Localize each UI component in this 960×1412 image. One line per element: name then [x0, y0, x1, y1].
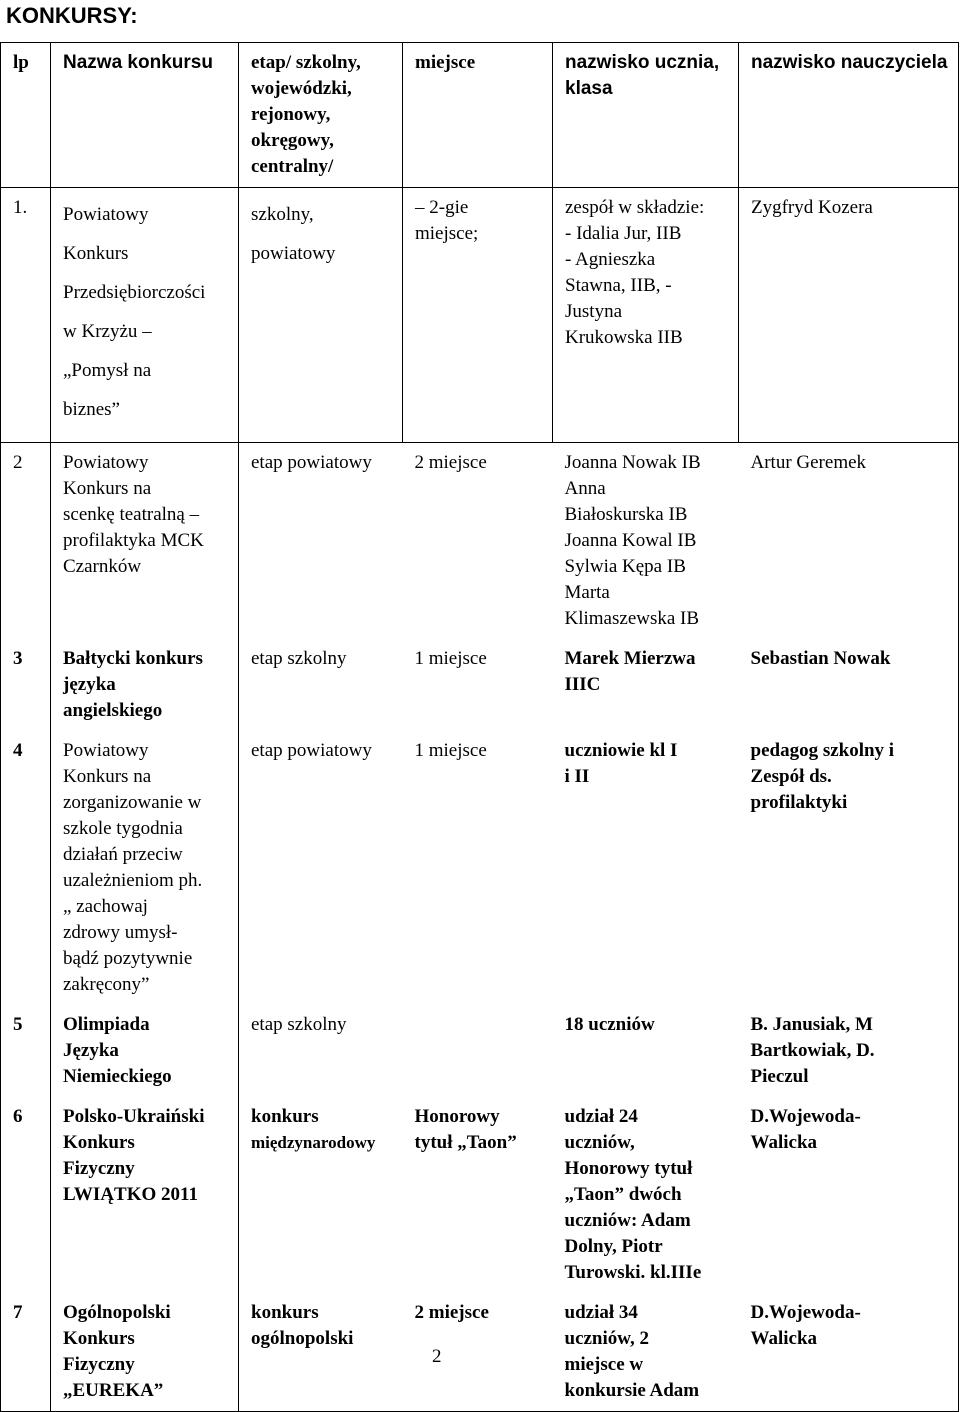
teacher-name: B. Janusiak, M Bartkowiak, D. Pieczul: [739, 1005, 959, 1097]
contest-stage: konkurs ogólnopolski: [239, 1293, 403, 1412]
contest-name: Powiatowy Konkurs na zorganizowanie w szkole tygodnia działań przeciw uzależnieniom ph. „ zachowaj zdrowy umysł- bądź pozytywnie zakręcony”: [51, 731, 239, 1005]
contest-place: 2 miejsce: [403, 1293, 553, 1412]
table-row: [1, 639, 959, 731]
teacher-name: Zygfryd Kozera: [739, 188, 959, 443]
contest-place: 1 miejsce: [414, 740, 487, 761]
student-names: zespół w składzie: - Idalia Jur, IIB - Agnieszka Stawna, IIB, - Justyna Krukowska IIB: [553, 188, 739, 443]
table-row: [1, 1005, 959, 1097]
contest-stage: etap szkolny: [239, 1005, 403, 1097]
contest-name: Polsko-Ukraiński Konkurs Fizyczny LWIĄTKO 2011: [51, 1097, 239, 1293]
contest-place: Honorowy tytuł „Taon”: [414, 1106, 517, 1153]
page-title: KONKURSY:: [6, 3, 138, 28]
row-lp: 1.: [1, 188, 51, 443]
contest-place: 2 miejsce: [403, 443, 553, 640]
row-lp: 3: [1, 639, 51, 731]
row-lp: 6: [1, 1097, 51, 1293]
contest-name: Olimpiada Języka Niemieckiego: [51, 1005, 239, 1097]
teacher-name: Sebastian Nowak: [739, 639, 959, 731]
student-names: uczniowie kl I i II: [564, 740, 678, 787]
contest-name: Powiatowy Konkurs Przedsiębiorczości w Krzyżu – „Pomysł na biznes”: [51, 188, 239, 443]
contest-stage: etap szkolny: [239, 639, 403, 731]
table-row: [1, 188, 959, 443]
page-number: 2: [432, 1346, 442, 1367]
contest-name: Powiatowy Konkurs na scenkę teatralną – profilaktyka MCK Czarnków: [51, 443, 239, 640]
contest-stage: konkurs międzynarodowy: [239, 1097, 403, 1293]
row-lp: 2: [1, 443, 51, 640]
student-names: Joanna Nowak IB Anna Białoskurska IB Joanna Kowal IB Sylwia Kępa IB Marta Klimaszewska IB: [553, 443, 739, 640]
contest-place: – 2-gie miejsce;: [403, 188, 553, 443]
header-lp: lp: [1, 43, 51, 188]
contest-place: 1 miejsce: [414, 648, 487, 669]
row-lp: 5: [1, 1005, 51, 1097]
teacher-name: D.Wojewoda- Walicka: [739, 1293, 959, 1412]
contest-name: Bałtycki konkurs języka angielskiego: [51, 639, 239, 731]
row-lp: 7: [1, 1293, 51, 1412]
table-row: [1, 731, 959, 1005]
teacher-name: D.Wojewoda- Walicka: [739, 1097, 959, 1293]
header-student: nazwisko ucznia, klasa: [553, 43, 739, 188]
contest-stage: etap powiatowy: [239, 443, 403, 640]
table-header-row: [1, 43, 959, 188]
contests-table: [0, 42, 959, 1412]
contest-name: Ogólnopolski Konkurs Fizyczny „EUREKA”: [51, 1293, 239, 1412]
header-name: Nazwa konkursu: [51, 43, 239, 188]
student-names: udział 24 uczniów, Honorowy tytuł „Taon” dwóch uczniów: Adam Dolny, Piotr Turowski. kl.IIIe: [564, 1106, 702, 1283]
table-row: [1, 1293, 959, 1412]
header-teacher: nazwisko nauczyciela: [739, 43, 959, 188]
contest-stage: szkolny, powiatowy: [239, 188, 403, 443]
table-row: [1, 1097, 959, 1293]
student-names: Marek Mierzwa IIIC: [564, 648, 696, 695]
student-names: 18 uczniów: [564, 1014, 655, 1035]
teacher-name: pedagog szkolny i Zespół ds. profilaktyki: [739, 731, 959, 1005]
table-row: [1, 443, 959, 640]
contest-stage: etap powiatowy: [239, 731, 403, 1005]
teacher-name: Artur Geremek: [739, 443, 959, 640]
student-names: udział 34 uczniów, 2 miejsce w konkursie Adam: [553, 1293, 739, 1412]
header-stage: etap/ szkolny, wojewódzki, rejonowy, okręgowy, centralny/: [239, 43, 403, 188]
header-place: miejsce: [403, 43, 553, 188]
contest-place: [403, 1005, 553, 1097]
row-lp: 4: [1, 731, 51, 1005]
